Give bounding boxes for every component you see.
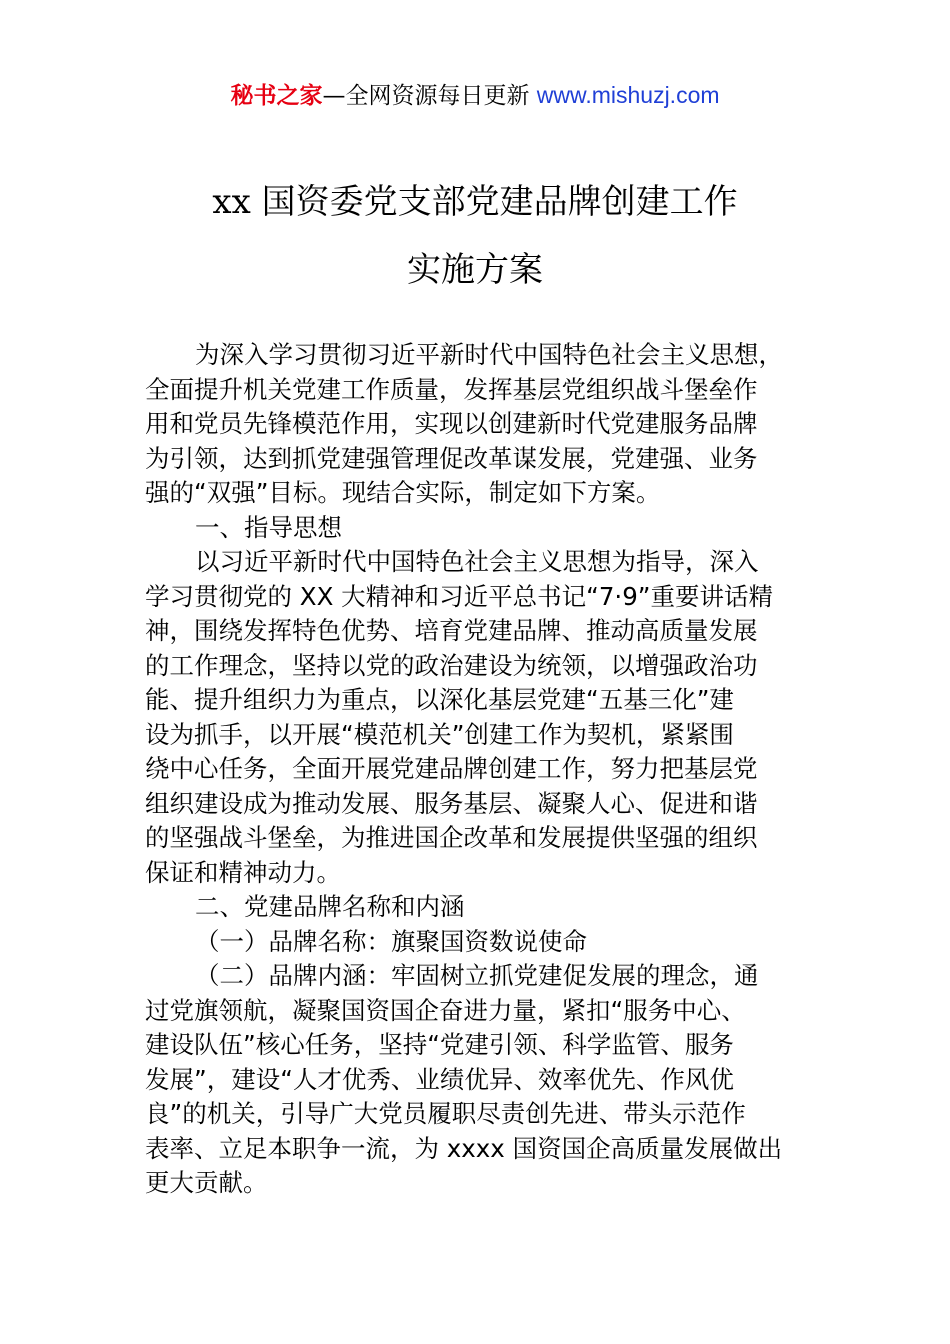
paragraph-line: 发展”，建设“人才优秀、业绩优异、效率优先、作风优	[145, 1064, 734, 1094]
paragraph-line: （二）品牌内涵：牢固树立抓党建促发展的理念，通	[195, 961, 759, 990]
paragraph-line: 为深入学习贯彻习近平新时代中国特色社会主义思想，	[195, 340, 783, 369]
paragraph-line: 能、提升组织力为重点，以深化基层党建“五基三化”建	[145, 685, 734, 714]
site-brand: 秘书之家	[230, 83, 323, 109]
section-heading: 一、指导思想	[195, 512, 342, 542]
sub-heading: （一）品牌名称：旗聚国资数说使命	[195, 926, 587, 956]
paragraph-line: 的坚强战斗堡垒，为推进国企改革和发展提供坚强的组织	[145, 823, 758, 852]
paragraph-line: 的工作理念，坚持以党的政治建设为统领，以增强政治功	[145, 650, 758, 680]
paragraph-line: 以习近平新时代中国特色社会主义思想为指导，深入	[195, 547, 759, 576]
document-title-line-1: xx 国资委党支部党建品牌创建工作	[212, 182, 738, 222]
site-url-link[interactable]: www.mishuzj.com	[536, 82, 720, 108]
site-header	[0, 78, 950, 113]
paragraph-line: 保证和精神动力。	[145, 857, 341, 887]
paragraph-line: 学习贯彻党的 XX 大精神和习近平总书记“7·9”重要讲话精	[145, 581, 773, 611]
paragraph-line: 组织建设成为推动发展、服务基层、凝聚人心、促进和谐	[145, 788, 758, 818]
document-body	[145, 338, 810, 1201]
paragraph-line: 神，围绕发挥特色优势、培育党建品牌、推动高质量发展	[145, 616, 758, 645]
paragraph-line: 绕中心任务，全面开展党建品牌创建工作，努力把基层党	[145, 754, 758, 783]
paragraph-line: 过党旗领航，凝聚国资国企奋进力量，紧扣“服务中心、	[145, 995, 746, 1025]
paragraph-line: 强的“双强”目标。现结合实际，制定如下方案。	[145, 478, 661, 507]
paragraph-line: 良”的机关，引导广大党员履职尽责创先进、带头示范作	[145, 1099, 746, 1128]
paragraph-line: 用和党员先锋模范作用，实现以创建新时代党建服务品牌	[145, 409, 758, 438]
paragraph-line: 设为抓手，以开展“模范机关”创建工作为契机，紧紧围	[145, 719, 734, 749]
site-tagline: —全网资源每日更新	[322, 83, 537, 109]
paragraph-line: 建设队伍”核心任务，坚持“党建引领、科学监管、服务	[145, 1030, 734, 1059]
paragraph-line: 更大贡献。	[145, 1168, 268, 1197]
paragraph-line: 表率、立足本职争一流，为 xxxx 国资国企高质量发展做出	[145, 1133, 783, 1163]
section-heading: 二、党建品牌名称和内涵	[195, 892, 465, 921]
paragraph-line: 为引领，达到抓党建强管理促改革谋发展，党建强、业务	[145, 443, 758, 473]
document-title-line-2: 实施方案	[407, 250, 543, 290]
paragraph-line: 全面提升机关党建工作质量，发挥基层党组织战斗堡垒作	[145, 374, 758, 404]
